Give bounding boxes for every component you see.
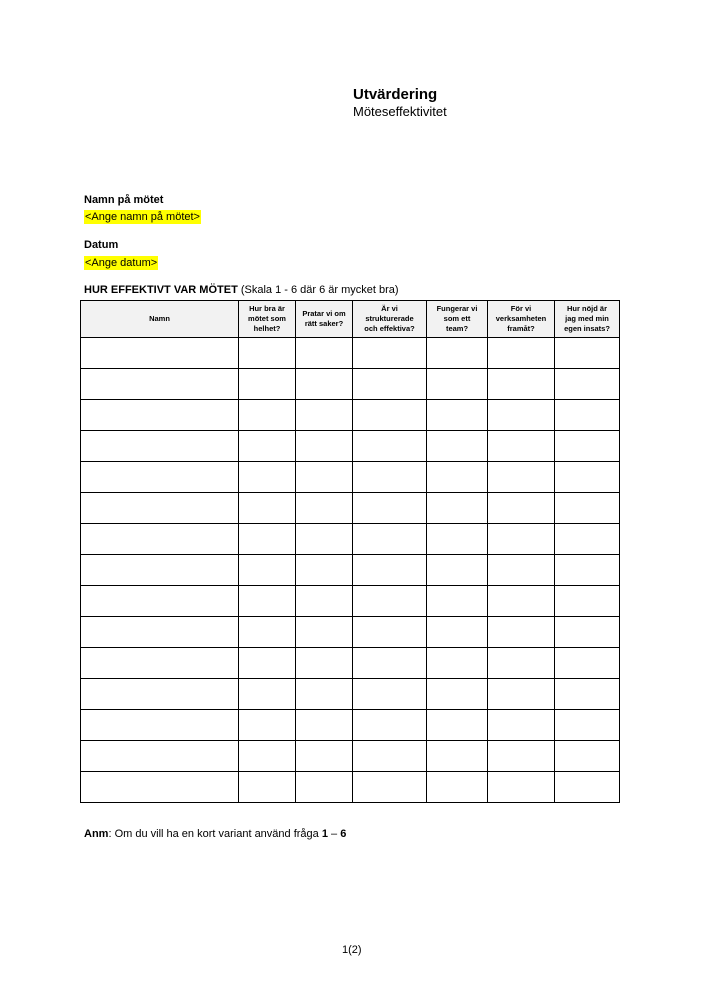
table-heading [84,284,399,296]
table-row [81,586,620,617]
document-subtitle: Möteseffektivitet [353,104,447,119]
name-cell[interactable] [81,555,239,586]
column-header-question-2: Pratar vi om rätt saker? [296,301,353,338]
table-row [81,648,620,679]
score-cell[interactable] [488,431,555,462]
table-heading-title: HUR EFFEKTIVT VAR MÖTET [84,284,238,296]
score-cell[interactable] [296,555,353,586]
date-label: Datum [84,239,119,251]
table-row [81,400,620,431]
page-number: 1(2) [342,944,362,956]
score-cell[interactable] [239,338,296,369]
score-cell[interactable] [488,493,555,524]
score-cell[interactable] [488,710,555,741]
score-cell[interactable] [353,400,427,431]
table-body [81,338,620,803]
table-row [81,369,620,400]
score-cell[interactable] [353,772,427,803]
score-cell[interactable] [353,741,427,772]
score-cell[interactable] [296,369,353,400]
score-cell[interactable] [488,338,555,369]
name-cell[interactable] [81,648,239,679]
note-label: Anm [84,828,109,840]
score-cell[interactable] [488,400,555,431]
name-cell[interactable] [81,369,239,400]
score-cell[interactable] [427,431,488,462]
score-cell[interactable] [353,617,427,648]
score-cell[interactable] [427,586,488,617]
score-cell[interactable] [555,648,620,679]
note-text: : Om du vill ha en kort variant använd fråga [108,828,322,840]
score-cell[interactable] [555,772,620,803]
score-cell[interactable] [296,710,353,741]
score-cell[interactable] [427,400,488,431]
score-cell[interactable] [239,741,296,772]
table-row [81,710,620,741]
score-cell[interactable] [239,772,296,803]
name-cell[interactable] [81,679,239,710]
score-cell[interactable] [488,679,555,710]
score-cell[interactable] [427,772,488,803]
score-cell[interactable] [296,586,353,617]
score-cell[interactable] [239,710,296,741]
score-cell[interactable] [296,772,353,803]
meeting-name-label: Namn på mötet [84,194,164,206]
score-cell[interactable] [555,431,620,462]
document-title: Utvärdering [353,86,438,103]
table-header-row [81,301,620,338]
score-cell[interactable] [239,400,296,431]
score-cell[interactable] [353,555,427,586]
score-cell[interactable] [353,679,427,710]
score-cell[interactable] [488,524,555,555]
table-row [81,462,620,493]
score-cell[interactable] [488,772,555,803]
score-cell[interactable] [353,648,427,679]
score-cell[interactable] [239,493,296,524]
table-heading-scale: (Skala 1 - 6 där 6 är mycket bra) [237,284,399,296]
column-header-question-4: Fungerar vi som ett team? [427,301,488,338]
score-cell[interactable] [427,338,488,369]
score-cell[interactable] [239,369,296,400]
column-header-question-3: Är vi strukturerade och effektiva? [353,301,427,338]
table-row [81,772,620,803]
score-cell[interactable] [427,462,488,493]
score-cell[interactable] [555,400,620,431]
meeting-name-placeholder[interactable]: <Ange namn på mötet> [85,211,200,223]
evaluation-table [80,300,620,803]
table-row [81,679,620,710]
score-cell[interactable] [296,648,353,679]
score-cell[interactable] [296,617,353,648]
score-cell[interactable] [427,648,488,679]
table-row [81,741,620,772]
score-cell[interactable] [555,462,620,493]
name-cell[interactable] [81,431,239,462]
score-cell[interactable] [296,338,353,369]
score-cell[interactable] [239,586,296,617]
score-cell[interactable] [353,710,427,741]
column-header-name: Namn [81,301,239,338]
score-cell[interactable] [488,586,555,617]
score-cell[interactable] [239,524,296,555]
name-cell[interactable] [81,586,239,617]
note-range-dash: – [327,828,341,840]
score-cell[interactable] [353,462,427,493]
score-cell[interactable] [353,338,427,369]
score-cell[interactable] [555,741,620,772]
score-cell[interactable] [353,586,427,617]
score-cell[interactable] [488,462,555,493]
score-cell[interactable] [427,710,488,741]
score-cell[interactable] [555,617,620,648]
name-cell[interactable] [81,772,239,803]
score-cell[interactable] [239,617,296,648]
table-row [81,524,620,555]
score-cell[interactable] [353,369,427,400]
score-cell[interactable] [296,462,353,493]
score-cell[interactable] [427,555,488,586]
score-cell[interactable] [353,524,427,555]
score-cell[interactable] [555,493,620,524]
score-cell[interactable] [296,741,353,772]
name-cell[interactable] [81,617,239,648]
score-cell[interactable] [427,679,488,710]
score-cell[interactable] [296,679,353,710]
score-cell[interactable] [427,524,488,555]
table-row [81,431,620,462]
name-cell[interactable] [81,741,239,772]
score-cell[interactable] [427,617,488,648]
score-cell[interactable] [488,369,555,400]
table-row [81,338,620,369]
table-row [81,555,620,586]
score-cell[interactable] [555,524,620,555]
score-cell[interactable] [239,555,296,586]
name-cell[interactable] [81,338,239,369]
name-cell[interactable] [81,710,239,741]
name-cell[interactable] [81,493,239,524]
name-cell[interactable] [81,400,239,431]
score-cell[interactable] [488,741,555,772]
note-range-start: 1 [321,828,328,840]
score-cell[interactable] [427,741,488,772]
column-header-question-6: Hur nöjd är jag med min egen insats? [555,301,620,338]
score-cell[interactable] [239,648,296,679]
score-cell[interactable] [555,555,620,586]
score-cell[interactable] [555,338,620,369]
column-header-question-5: För vi verksamheten framåt? [488,301,555,338]
score-cell[interactable] [427,493,488,524]
note [84,828,346,840]
score-cell[interactable] [353,431,427,462]
score-cell[interactable] [296,400,353,431]
score-cell[interactable] [296,493,353,524]
score-cell[interactable] [555,679,620,710]
name-cell[interactable] [81,524,239,555]
score-cell[interactable] [239,462,296,493]
table-row [81,493,620,524]
table-row [81,617,620,648]
score-cell[interactable] [239,679,296,710]
score-cell[interactable] [239,431,296,462]
score-cell[interactable] [488,648,555,679]
column-header-question-1: Hur bra är mötet som helhet? [239,301,296,338]
score-cell[interactable] [427,369,488,400]
score-cell[interactable] [488,617,555,648]
score-cell[interactable] [353,493,427,524]
score-cell[interactable] [555,369,620,400]
score-cell[interactable] [296,524,353,555]
score-cell[interactable] [555,586,620,617]
date-placeholder[interactable]: <Ange datum> [85,257,158,269]
score-cell[interactable] [296,431,353,462]
note-range-end: 6 [340,828,347,840]
name-cell[interactable] [81,462,239,493]
score-cell[interactable] [488,555,555,586]
score-cell[interactable] [555,710,620,741]
